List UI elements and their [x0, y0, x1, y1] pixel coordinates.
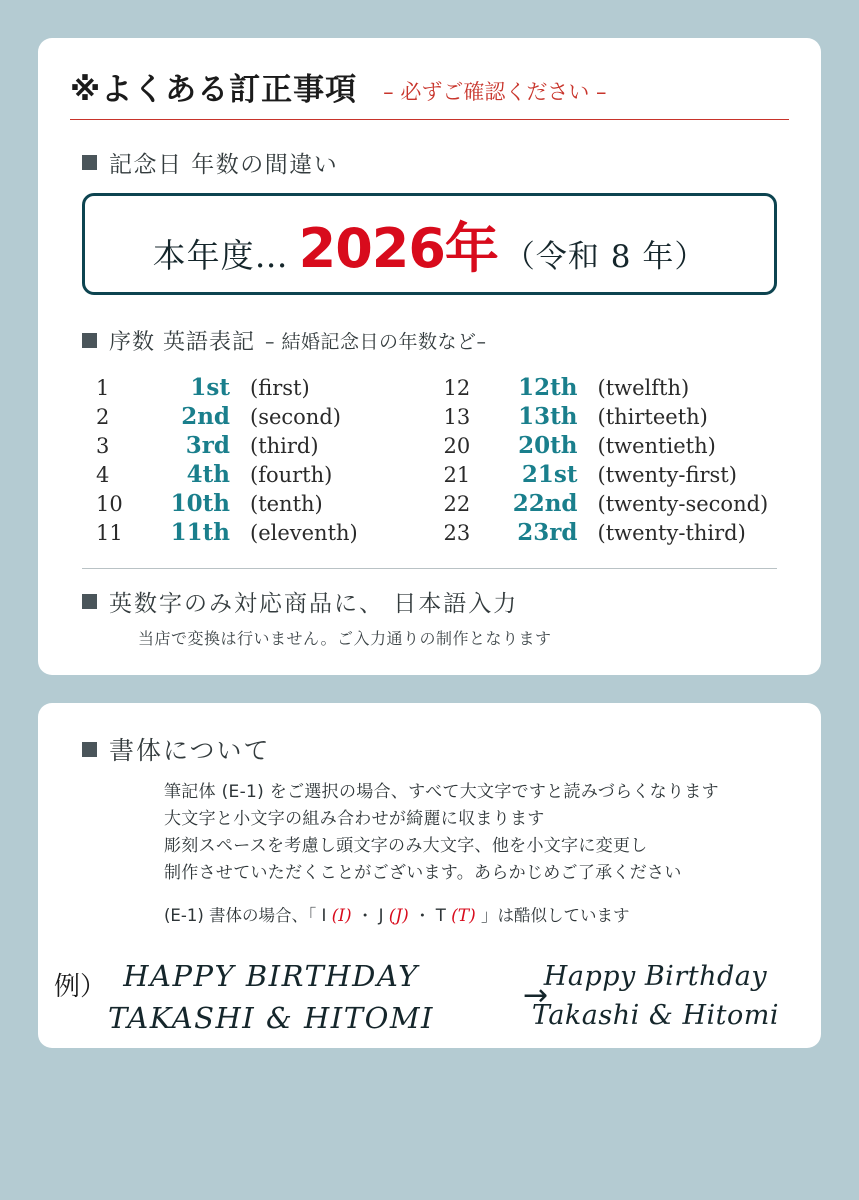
current-year-box [82, 193, 777, 295]
note-suffix: 」は酷似しています [481, 906, 630, 926]
ordinal-word: (twentieth) [597, 434, 716, 458]
ordinal-short: 12th [518, 374, 578, 401]
example-label: 例） [54, 972, 107, 1003]
ordinal-word: (eleventh) [250, 521, 358, 545]
current-year-era: （令和 8 年） [503, 238, 707, 275]
square-bullet-icon [82, 594, 97, 609]
ordinals-table [68, 374, 791, 546]
section-anniversary-label: 記念日 年数の間違い [109, 152, 339, 178]
page-subtitle-text: – 必ずご確認ください – [383, 80, 607, 104]
ordinal-short: 11th [170, 519, 230, 546]
glyph-sample-j: (J) [388, 906, 409, 927]
ordinal-short: 3rd [185, 432, 230, 459]
current-year-line [153, 206, 707, 283]
ordinal-number: 23 [443, 521, 471, 545]
square-bullet-icon [82, 742, 97, 757]
note-mid-2: ・ T [414, 906, 446, 926]
current-year-prefix: 本年度… [152, 235, 289, 275]
typeface-similar-glyphs-note [164, 902, 791, 926]
ordinal-word: (fourth) [250, 463, 333, 487]
example-mixedcase-line-1: Happy Birthday [543, 961, 768, 993]
ordinal-number: 22 [443, 492, 471, 516]
corrections-card [38, 38, 821, 675]
section-ordinals-label: 序数 英語表記 [109, 330, 255, 355]
section-typeface-label: 書体について [109, 736, 271, 765]
ordinal-word: (twenty-third) [597, 521, 746, 545]
example-uppercase-sample [108, 956, 434, 1038]
example-mixedcase-sample [532, 958, 779, 1035]
ordinal-number: 13 [443, 405, 471, 429]
ordinal-number: 2 [96, 405, 110, 429]
example-mixedcase-line-2: Takashi & Hitomi [531, 999, 779, 1031]
ordinal-short: 21st [521, 461, 578, 488]
page-title [70, 64, 789, 120]
ordinal-number: 20 [443, 434, 471, 458]
ordinal-word: (twenty-first) [597, 463, 737, 487]
ordinal-word: (twenty-second) [597, 492, 769, 516]
ordinal-word: (twelfth) [597, 376, 690, 400]
ordinal-number: 21 [443, 463, 471, 487]
arrow-right-icon: → [523, 978, 549, 1014]
ordinal-short: 20th [518, 432, 578, 459]
ordinal-number: 4 [96, 463, 110, 487]
ordinals-column-right [430, 374, 792, 546]
glyph-sample-t: (T) [451, 906, 476, 927]
typeface-line: 大文字と小文字の組み合わせが綺麗に収まります [164, 808, 545, 829]
ordinal-short: 4th [186, 461, 230, 488]
note-prefix: (E-1) 書体の場合、「 I [164, 906, 327, 926]
ordinal-word: (tenth) [250, 492, 323, 516]
ordinal-short: 1st [190, 374, 230, 401]
ordinal-word: (third) [250, 434, 319, 458]
typeface-line: 制作させていただくことがございます。あらかじめご了承ください [164, 862, 682, 883]
ordinal-word: (thirteeth) [597, 405, 708, 429]
ordinal-number: 11 [96, 521, 123, 545]
ordinal-short: 23rd [517, 519, 578, 546]
section-ordinals-heading [82, 325, 791, 356]
typeface-card [38, 703, 821, 1048]
section-ordinals-sublabel: – 結婚記念日の年数など– [265, 331, 487, 353]
glyph-sample-i: (I) [331, 906, 352, 927]
ordinal-number: 12 [443, 376, 471, 400]
ordinal-number: 3 [96, 434, 110, 458]
ordinal-word: (second) [250, 405, 341, 429]
ordinal-word: (first) [250, 376, 310, 400]
japanese-input-note: 当店で変換は行いません。ご入力通りの制作となります [138, 629, 552, 648]
section-typeface-heading [82, 731, 791, 767]
ordinal-number: 1 [96, 376, 110, 400]
current-year-value: 2026年 [298, 216, 498, 280]
ordinals-column-left [68, 374, 430, 546]
ordinal-short: 2nd [181, 403, 230, 430]
square-bullet-icon [82, 155, 97, 170]
note-mid-1: ・ J [356, 906, 384, 926]
square-bullet-icon [82, 333, 97, 348]
typeface-example [54, 942, 791, 1046]
ordinal-short: 22nd [512, 490, 578, 517]
typeface-line: 筆記体 (E-1) をご選択の場合、すべて大文字ですと読みづらくなります [164, 782, 719, 802]
ordinal-number: 10 [96, 492, 123, 516]
divider [82, 568, 777, 569]
example-uppercase-line-2: TAKASHI & HITOMI [108, 1000, 435, 1035]
page-title-text: ※よくある訂正事項 [70, 72, 358, 108]
typeface-description [164, 779, 791, 886]
section-japanese-input-heading [82, 585, 791, 618]
example-uppercase-line-1: HAPPY BIRTHDAY [123, 959, 419, 994]
ordinal-short: 13th [518, 403, 578, 430]
typeface-line: 彫刻スペースを考慮し頭文字のみ大文字、他を小文字に変更し [164, 835, 648, 856]
section-anniversary-heading [82, 146, 791, 179]
ordinal-short: 10th [170, 490, 230, 517]
section-japanese-input-label: 英数字のみ対応商品に、 日本語入力 [109, 591, 519, 617]
